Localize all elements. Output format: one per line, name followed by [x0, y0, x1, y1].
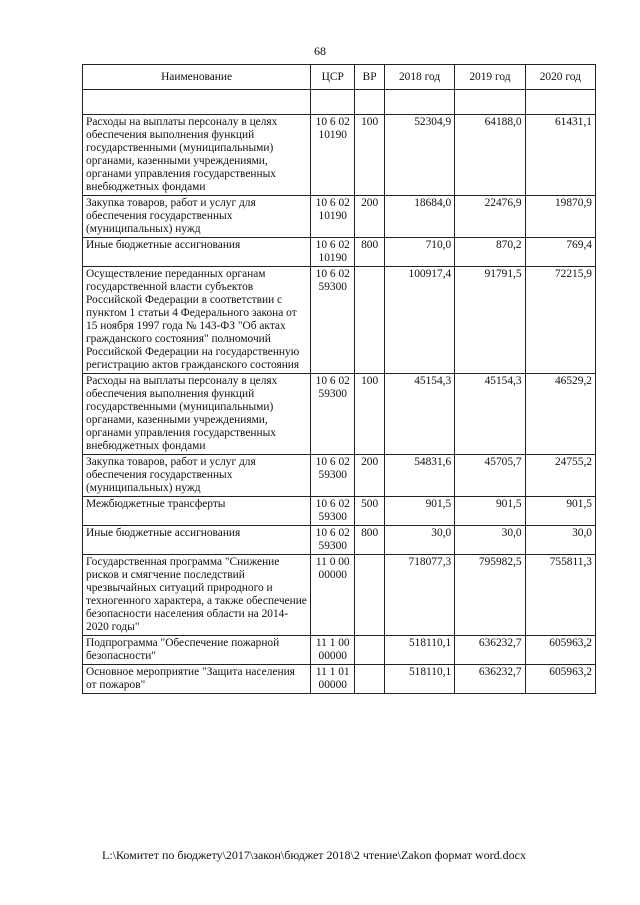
cell-2018: 710,0 — [384, 238, 454, 267]
table-row — [83, 497, 596, 526]
cell-name: Межбюджетные трансферты — [83, 497, 311, 526]
table-row — [83, 267, 596, 374]
header-2020: 2020 год — [525, 65, 595, 90]
header-2018: 2018 год — [384, 65, 454, 90]
cell-2019: 22476,9 — [455, 196, 525, 238]
cell-csr: 11 1 00 00000 — [311, 636, 355, 665]
cell-2019: 64188,0 — [455, 115, 525, 196]
cell-vr — [355, 555, 385, 636]
cell-csr: 10 6 02 59300 — [311, 526, 355, 555]
table-body — [83, 90, 596, 694]
cell-2019: 795982,5 — [455, 555, 525, 636]
cell-csr: 10 6 02 10190 — [311, 196, 355, 238]
cell-name: Иные бюджетные ассигнования — [83, 526, 311, 555]
header-vr: ВР — [355, 65, 385, 90]
cell-2019: 45154,3 — [455, 374, 525, 455]
cell-2020: 901,5 — [525, 497, 595, 526]
cell-vr: 100 — [355, 115, 385, 196]
cell-csr: 10 6 02 10190 — [311, 115, 355, 196]
table-row — [83, 555, 596, 636]
cell-name: Закупка товаров, работ и услуг для обеспечения государственных (муниципальных) нужд — [83, 196, 311, 238]
cell-csr: 10 6 02 59300 — [311, 267, 355, 374]
cell-csr: 11 0 00 00000 — [311, 555, 355, 636]
cell-2018: 18684,0 — [384, 196, 454, 238]
budget-table — [82, 64, 596, 694]
cell-2018: 718077,3 — [384, 555, 454, 636]
table-header-row — [83, 65, 596, 90]
cell-vr: 200 — [355, 455, 385, 497]
cell-vr: 500 — [355, 497, 385, 526]
cell-2019: 30,0 — [455, 526, 525, 555]
table-row — [83, 526, 596, 555]
cell-2018: 518110,1 — [384, 665, 454, 694]
table-row — [83, 238, 596, 267]
cell-name: Государственная программа "Снижение рисков и смягчение последствий чрезвычайных ситуаций природного и техногенного характера, а также обеспечение безопасности населения области на 2014-2020 годы" — [83, 555, 311, 636]
cell-2018: 518110,1 — [384, 636, 454, 665]
cell-2020: 30,0 — [525, 526, 595, 555]
cell-vr: 800 — [355, 238, 385, 267]
cell-2019: 91791,5 — [455, 267, 525, 374]
cell-vr: 200 — [355, 196, 385, 238]
cell-name: Иные бюджетные ассигнования — [83, 238, 311, 267]
cell-2020: 46529,2 — [525, 374, 595, 455]
cell-2020: 61431,1 — [525, 115, 595, 196]
cell-name: Закупка товаров, работ и услуг для обеспечения государственных (муниципальных) нужд — [83, 455, 311, 497]
cell-2020: 755811,3 — [525, 555, 595, 636]
cell-vr: 100 — [355, 374, 385, 455]
page-number: 68 — [314, 44, 326, 58]
cell-csr: 10 6 02 59300 — [311, 374, 355, 455]
cell-name: Осуществление переданных органам государственной власти субъектов Российской Федерации в соответствии с пунктом 1 статьи 4 Федерального закона от 15 ноября 1997 года № 143-ФЗ "Об актах гражданского состояния" полномочий Российской Федерации на государственную регистрацию актов гражданского состояния — [83, 267, 311, 374]
cell-2019: 45705,7 — [455, 455, 525, 497]
table-spacer-row — [83, 90, 596, 115]
cell-2020: 605963,2 — [525, 665, 595, 694]
cell-2018: 30,0 — [384, 526, 454, 555]
file-path-footer: L:\Комитет по бюджету\2017\закон\бюджет 2018\2 чтение\Zakon формат word.docx — [102, 848, 526, 862]
cell-2018: 54831,6 — [384, 455, 454, 497]
cell-2020: 19870,9 — [525, 196, 595, 238]
cell-name: Расходы на выплаты персоналу в целях обеспечения выполнения функций государственными (муниципальными) органами, казенными учреждениями, органами управления государственных внебюджетных фондами — [83, 115, 311, 196]
cell-2019: 636232,7 — [455, 665, 525, 694]
cell-csr: 10 6 02 10190 — [311, 238, 355, 267]
cell-2019: 870,2 — [455, 238, 525, 267]
cell-2020: 72215,9 — [525, 267, 595, 374]
cell-csr: 11 1 01 00000 — [311, 665, 355, 694]
cell-vr — [355, 636, 385, 665]
table-row — [83, 665, 596, 694]
header-csr: ЦСР — [311, 65, 355, 90]
cell-2020: 769,4 — [525, 238, 595, 267]
cell-name: Основное мероприятие "Защита населения от пожаров" — [83, 665, 311, 694]
header-name: Наименование — [83, 65, 311, 90]
table-row — [83, 374, 596, 455]
cell-2019: 636232,7 — [455, 636, 525, 665]
cell-2018: 901,5 — [384, 497, 454, 526]
table-row — [83, 455, 596, 497]
cell-name: Расходы на выплаты персоналу в целях обеспечения выполнения функций государственными (муниципальными) органами, казенными учреждениями, органами управления государственных внебюджетных фондами — [83, 374, 311, 455]
cell-csr: 10 6 02 59300 — [311, 497, 355, 526]
table-row — [83, 196, 596, 238]
cell-2018: 45154,3 — [384, 374, 454, 455]
header-2019: 2019 год — [455, 65, 525, 90]
cell-2020: 24755,2 — [525, 455, 595, 497]
cell-2019: 901,5 — [455, 497, 525, 526]
table-row — [83, 636, 596, 665]
cell-csr: 10 6 02 59300 — [311, 455, 355, 497]
table-row — [83, 115, 596, 196]
cell-vr: 800 — [355, 526, 385, 555]
cell-vr — [355, 267, 385, 374]
cell-2018: 52304,9 — [384, 115, 454, 196]
cell-name: Подпрограмма "Обеспечение пожарной безопасности" — [83, 636, 311, 665]
cell-2018: 100917,4 — [384, 267, 454, 374]
cell-2020: 605963,2 — [525, 636, 595, 665]
cell-vr — [355, 665, 385, 694]
